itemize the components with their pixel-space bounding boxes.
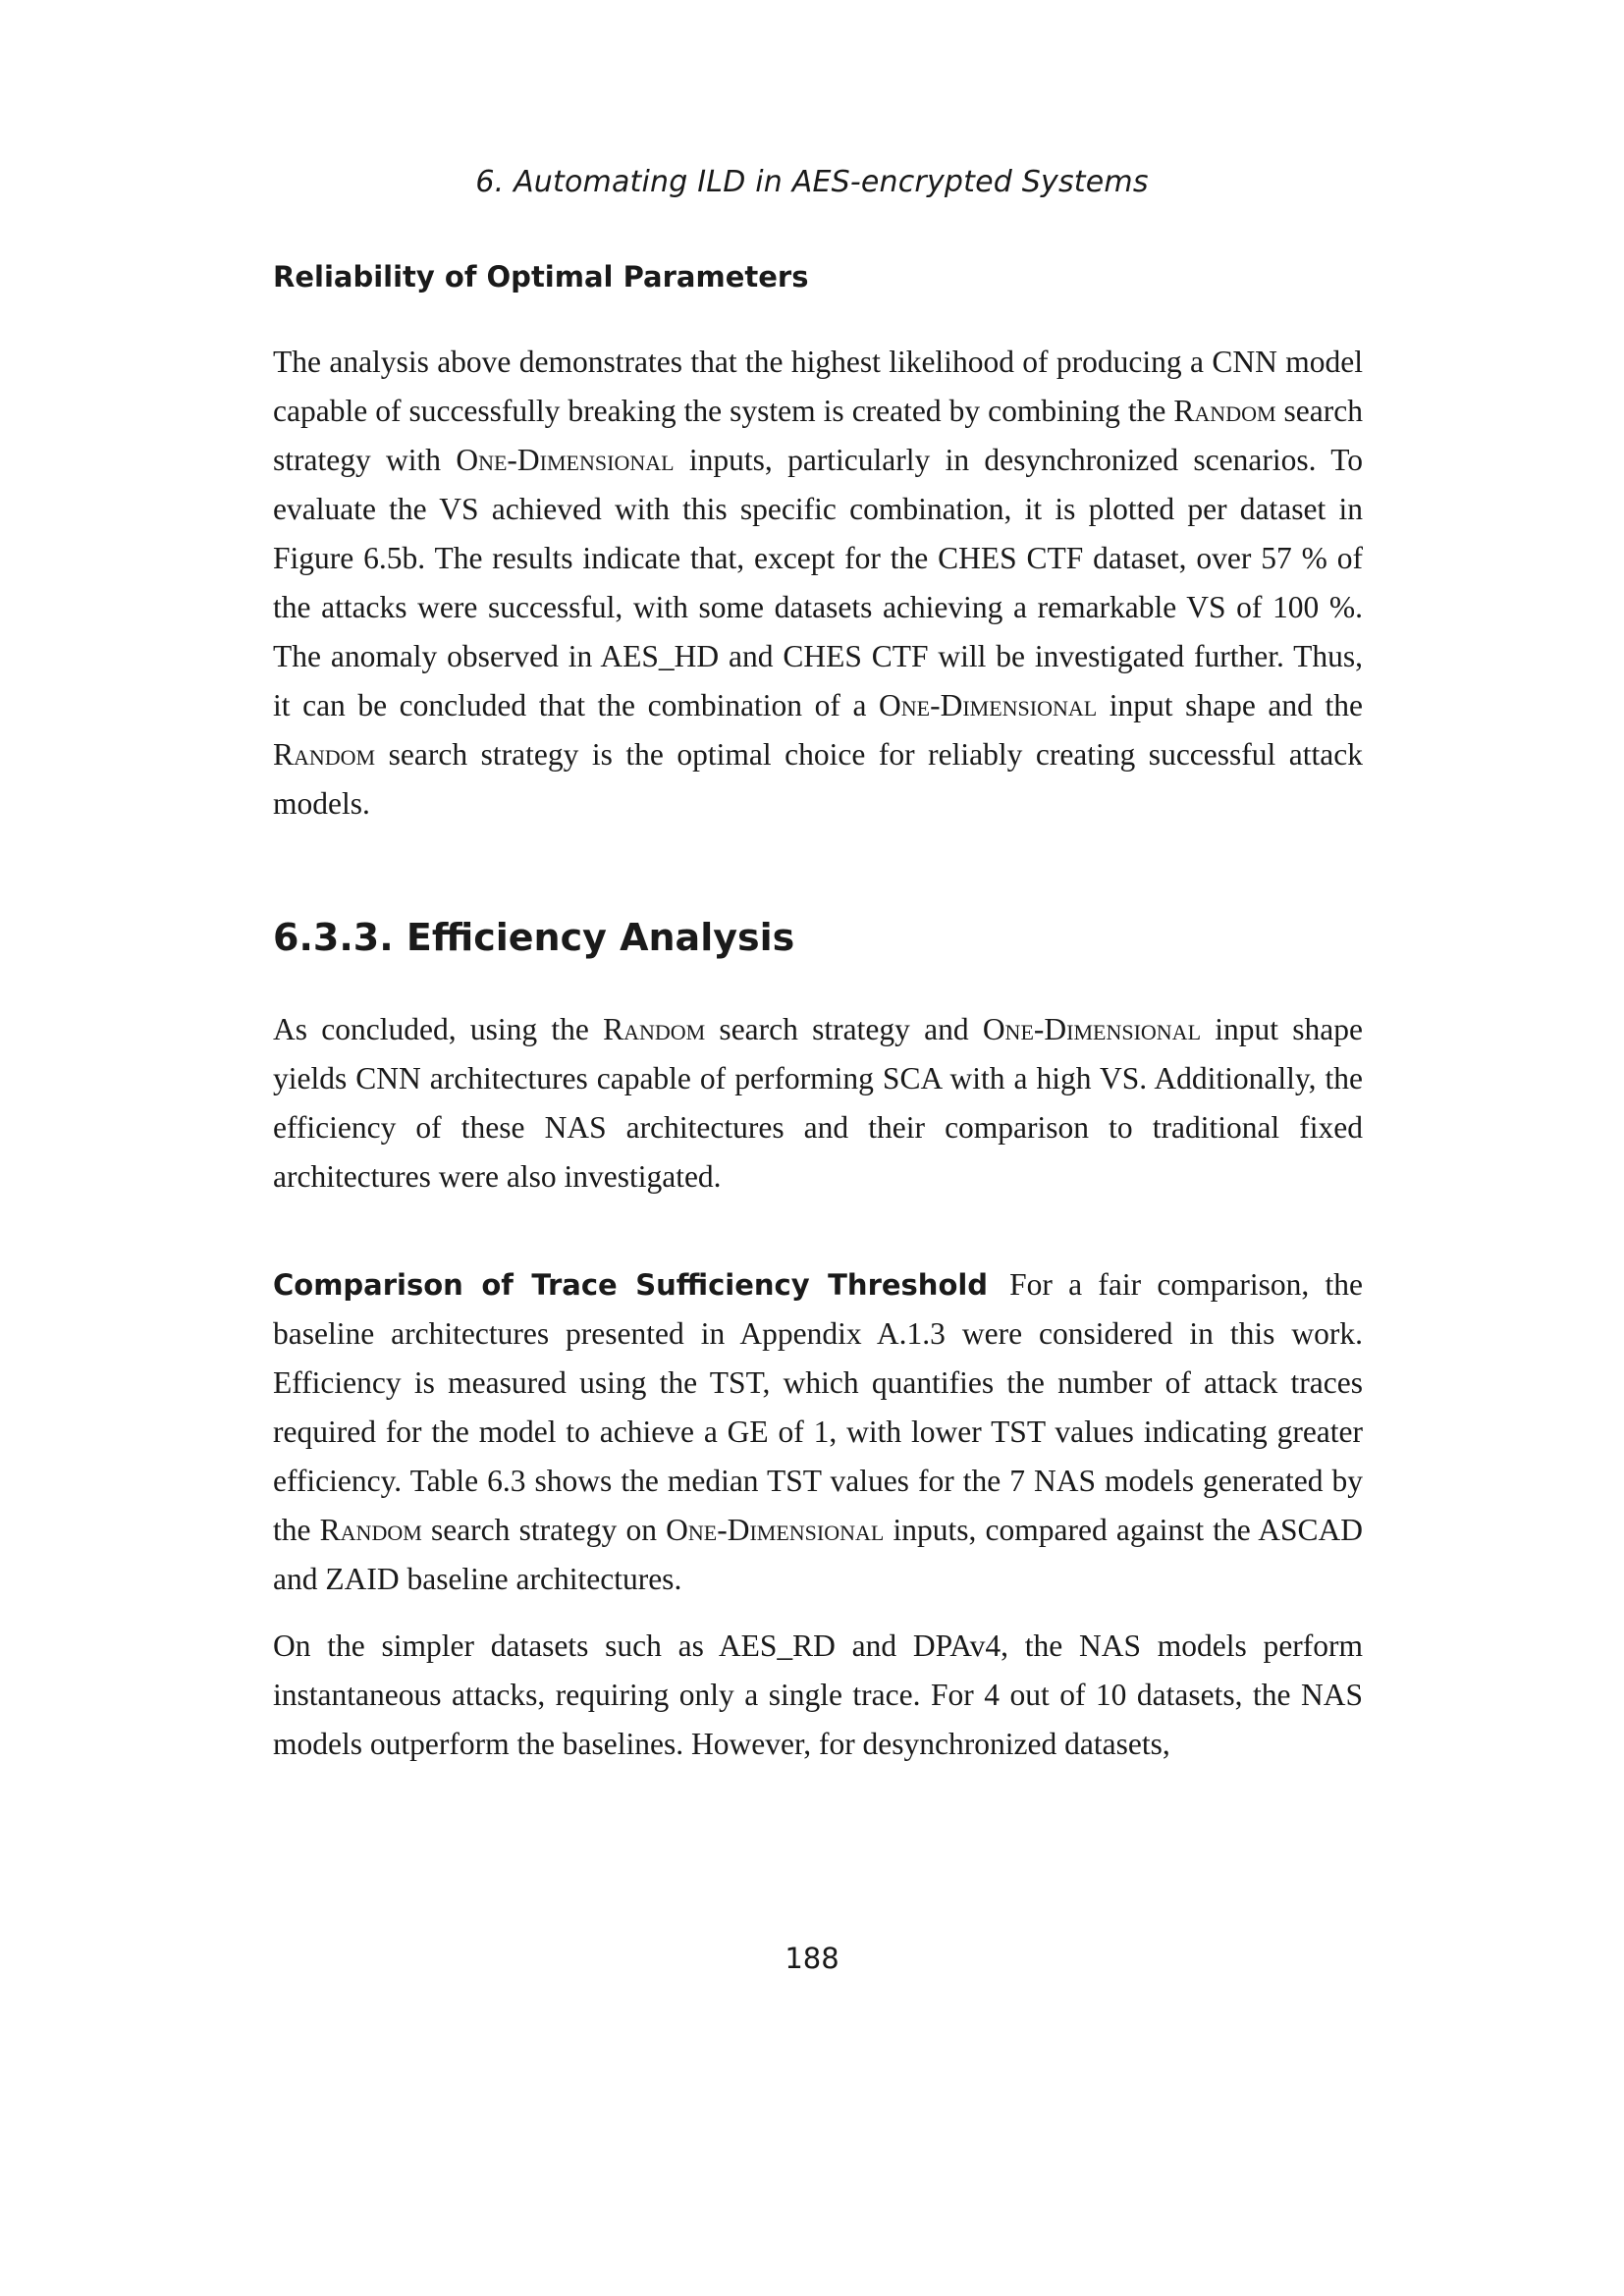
paragraph-simpler-datasets: On the simpler datasets such as AES_RD and DPAv4, the NAS models perform instantaneous attacks, requiring only a single trace. For 4 out of 10 datasets, the NAS models outperform the baselines. However, for desynchronized datasets, bbox=[273, 1629, 1363, 1761]
term-one-dimensional: One-Dimensional bbox=[879, 688, 1098, 722]
text-run: input shape and the bbox=[1097, 688, 1363, 722]
term-one-dimensional: One-Dimensional bbox=[456, 443, 675, 477]
text-run: input shape yields CNN architectures capable of performing SCA with a high VS. Additionally, the efficiency of these NAS architectures and their comparison to traditional fixed architectures were also investigated. bbox=[273, 1012, 1363, 1194]
text-run: inputs, particularly in desynchronized scenarios. To evaluate the VS achieved with this specific combination, it is plotted per dataset in Figure 6.5b. The results indicate that, except for the CHES CTF dataset, over 57 % of the attacks were successful, with some datasets achieving a remarkable VS of 100 %. The anomaly observed in AES_HD and CHES CTF will be investigated further. Thus, it can be concluded that the combination of a bbox=[273, 443, 1364, 722]
text-run: search strategy with bbox=[273, 394, 1363, 477]
text-run: search strategy on bbox=[421, 1513, 667, 1547]
page-content bbox=[273, 257, 1363, 1769]
term-random: Random bbox=[273, 737, 376, 772]
section-heading-efficiency: 6.3.3. Efficiency Analysis bbox=[273, 916, 795, 959]
running-head: 6. Automating ILD in AES-encrypted Systems bbox=[475, 165, 1149, 199]
term-one-dimensional: One-Dimensional bbox=[666, 1513, 885, 1547]
text-run: As concluded, using the bbox=[273, 1012, 604, 1046]
term-random: Random bbox=[319, 1513, 422, 1547]
subsection-heading-reliability: Reliability of Optimal Parameters bbox=[273, 260, 809, 294]
term-random: Random bbox=[603, 1012, 706, 1046]
paragraph-tst-comparison bbox=[273, 1260, 1363, 1604]
text-run: The analysis above demonstrates that the highest likelihood of producing a CNN model capable of successfully breaking the system is created by combining the bbox=[273, 345, 1363, 428]
inline-heading-tst: Comparison of Trace Sufficiency Threshold bbox=[273, 1268, 989, 1302]
text-run: search strategy and bbox=[705, 1012, 983, 1046]
paragraph-efficiency-intro bbox=[273, 1005, 1363, 1201]
text-run: search strategy is the optimal choice for reliably creating successful attack models. bbox=[273, 737, 1363, 821]
text-run: inputs, compared against the ASCAD and ZAID baseline architectures. bbox=[273, 1513, 1363, 1596]
text-run: For a fair comparison, the baseline architectures presented in Appendix A.1.3 were considered in this work. Efficiency is measured using the TST, which quantifies the number of attack traces required for the model to achieve a GE of 1, with lower TST values indicating greater efficiency. Table 6.3 shows the median TST values for the 7 NAS models generated by the bbox=[273, 1267, 1363, 1547]
page-number: 188 bbox=[785, 1942, 839, 1975]
term-random: Random bbox=[1173, 394, 1276, 428]
term-one-dimensional: One-Dimensional bbox=[982, 1012, 1202, 1046]
paragraph-reliability bbox=[273, 338, 1363, 828]
